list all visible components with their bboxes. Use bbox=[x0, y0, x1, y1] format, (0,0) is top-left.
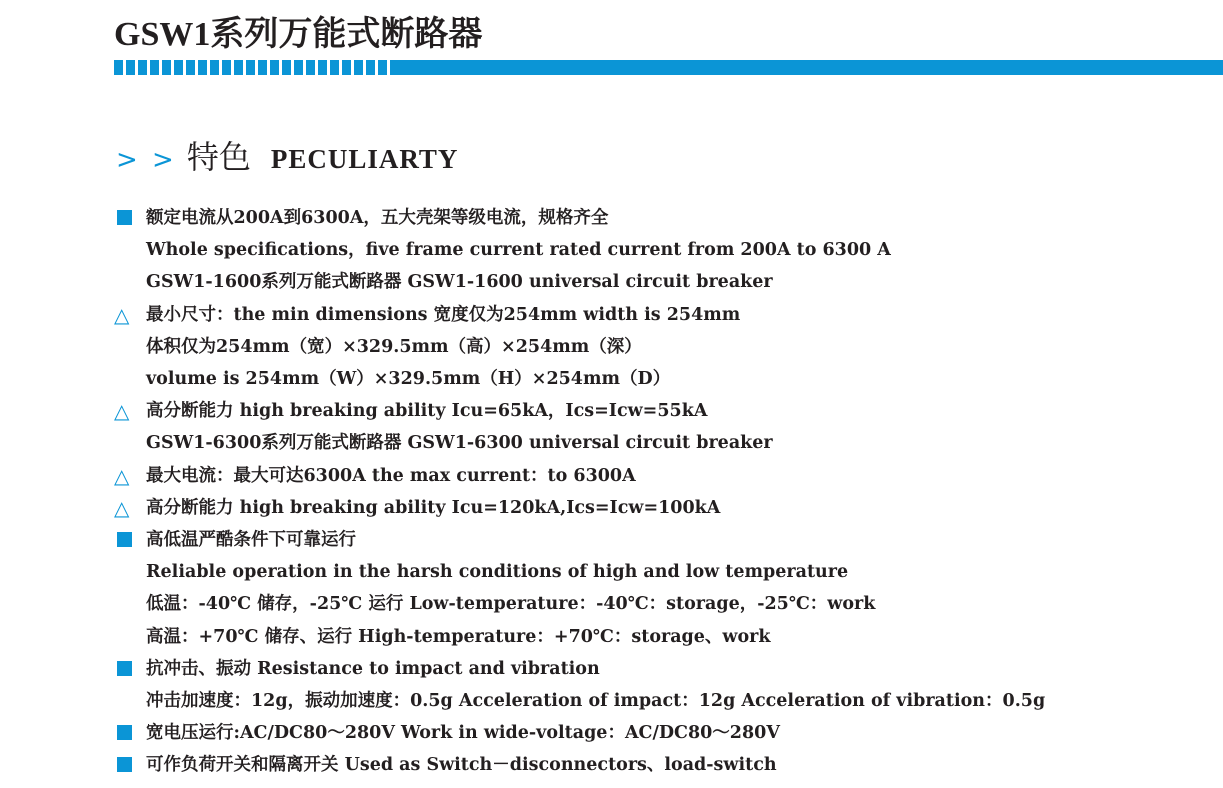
bar-dash-segment bbox=[198, 60, 207, 75]
bar-dash-segment bbox=[282, 60, 291, 75]
bar-dash-segment bbox=[270, 60, 279, 75]
section-heading bbox=[116, 132, 458, 178]
section-heading-cn: 特色 bbox=[186, 138, 251, 176]
bar-dash-segment bbox=[258, 60, 267, 75]
feature-line: 最小尺寸：the min dimensions 宽度仅为254mm width is 254mm bbox=[146, 304, 741, 325]
feature-line: 额定电流从200A到6300A，五大壳架等级电流，规格齐全 bbox=[146, 208, 609, 228]
feature-line: 可作负荷开关和隔离开关 Used as Switch－disconnectors、load-switch bbox=[146, 755, 777, 776]
feature-line: 体积仅为254mm（宽）×329.5mm（高）×254mm（深） bbox=[146, 336, 642, 357]
bar-dash-segment bbox=[234, 60, 243, 75]
bar-dash-segment bbox=[162, 60, 171, 75]
bar-dash-segment bbox=[150, 60, 159, 75]
bar-dash-segment bbox=[126, 60, 135, 75]
square-bullet-icon bbox=[117, 210, 132, 225]
triangle-bullet-icon: △ bbox=[114, 463, 130, 488]
bar-dash-segment bbox=[318, 60, 327, 75]
bar-dash-segment bbox=[366, 60, 375, 75]
triangle-bullet-icon: △ bbox=[114, 399, 130, 424]
title-underline-bar bbox=[114, 60, 1223, 75]
bar-dash-segment bbox=[114, 60, 123, 75]
feature-line: GSW1-1600系列万能式断路器 GSW1-1600 universal circuit breaker bbox=[146, 272, 773, 293]
feature-line: Reliable operation in the harsh conditions of high and low temperature bbox=[146, 562, 849, 583]
feature-line: 冲击加速度：12g，振动加速度：0.5g Acceleration of impact：12g Acceleration of vibration：0.5g bbox=[146, 691, 1046, 711]
dashed-segment-group bbox=[114, 60, 387, 75]
section-heading-en: PECULIARTY bbox=[270, 144, 459, 174]
bar-dash-segment bbox=[294, 60, 303, 75]
bar-dash-segment bbox=[186, 60, 195, 75]
feature-line: 高温：+70℃ 储存、运行 High-temperature：+70℃：storage、work bbox=[146, 626, 771, 647]
square-bullet-icon bbox=[117, 532, 132, 547]
feature-line: 高分断能力 high breaking ability Icu=65kA，Ics=Icw=55kA bbox=[146, 401, 708, 422]
bar-dash-segment bbox=[306, 60, 315, 75]
feature-line: Whole specifications，five frame current rated current from 200A to 6300 A bbox=[146, 240, 891, 261]
feature-line: 低温：-40℃ 储存，-25℃ 运行 Low-temperature：-40℃：storage，-25℃：work bbox=[146, 594, 876, 615]
feature-line: 高分断能力 high breaking ability Icu=120kA,Ics=Icw=100kA bbox=[146, 497, 721, 518]
feature-line: 最大电流：最大可达6300A the max current：to 6300A bbox=[146, 465, 636, 486]
bar-dash-segment bbox=[174, 60, 183, 75]
solid-bar-segment bbox=[390, 60, 1223, 75]
bar-dash-segment bbox=[342, 60, 351, 75]
feature-line: 抗冲击、振动 Resistance to impact and vibration bbox=[146, 658, 600, 679]
triangle-bullet-icon: △ bbox=[114, 495, 130, 520]
feature-line: 高低温严酷条件下可靠运行 bbox=[146, 530, 356, 550]
triangle-bullet-icon: △ bbox=[114, 302, 130, 327]
square-bullet-icon bbox=[117, 661, 132, 676]
square-bullet-icon bbox=[117, 757, 132, 772]
bar-dash-segment bbox=[138, 60, 147, 75]
bar-dash-segment bbox=[330, 60, 339, 75]
bar-dash-segment bbox=[246, 60, 255, 75]
feature-line: volume is 254mm（W）×329.5mm（H）×254mm（D） bbox=[146, 369, 671, 389]
chevron-right-icon: > > bbox=[116, 145, 177, 175]
feature-line: GSW1-6300系列万能式断路器 GSW1-6300 universal circuit breaker bbox=[146, 433, 773, 454]
bar-dash-segment bbox=[222, 60, 231, 75]
feature-line: 宽电压运行:AC/DC80～280V Work in wide-voltage：AC/DC80～280V bbox=[146, 723, 780, 744]
bar-dash-segment bbox=[354, 60, 363, 75]
square-bullet-icon bbox=[117, 725, 132, 740]
bar-dash-segment bbox=[210, 60, 219, 75]
bar-dash-segment bbox=[378, 60, 387, 75]
page-title: GSW1系列万能式断路器 bbox=[114, 16, 483, 53]
